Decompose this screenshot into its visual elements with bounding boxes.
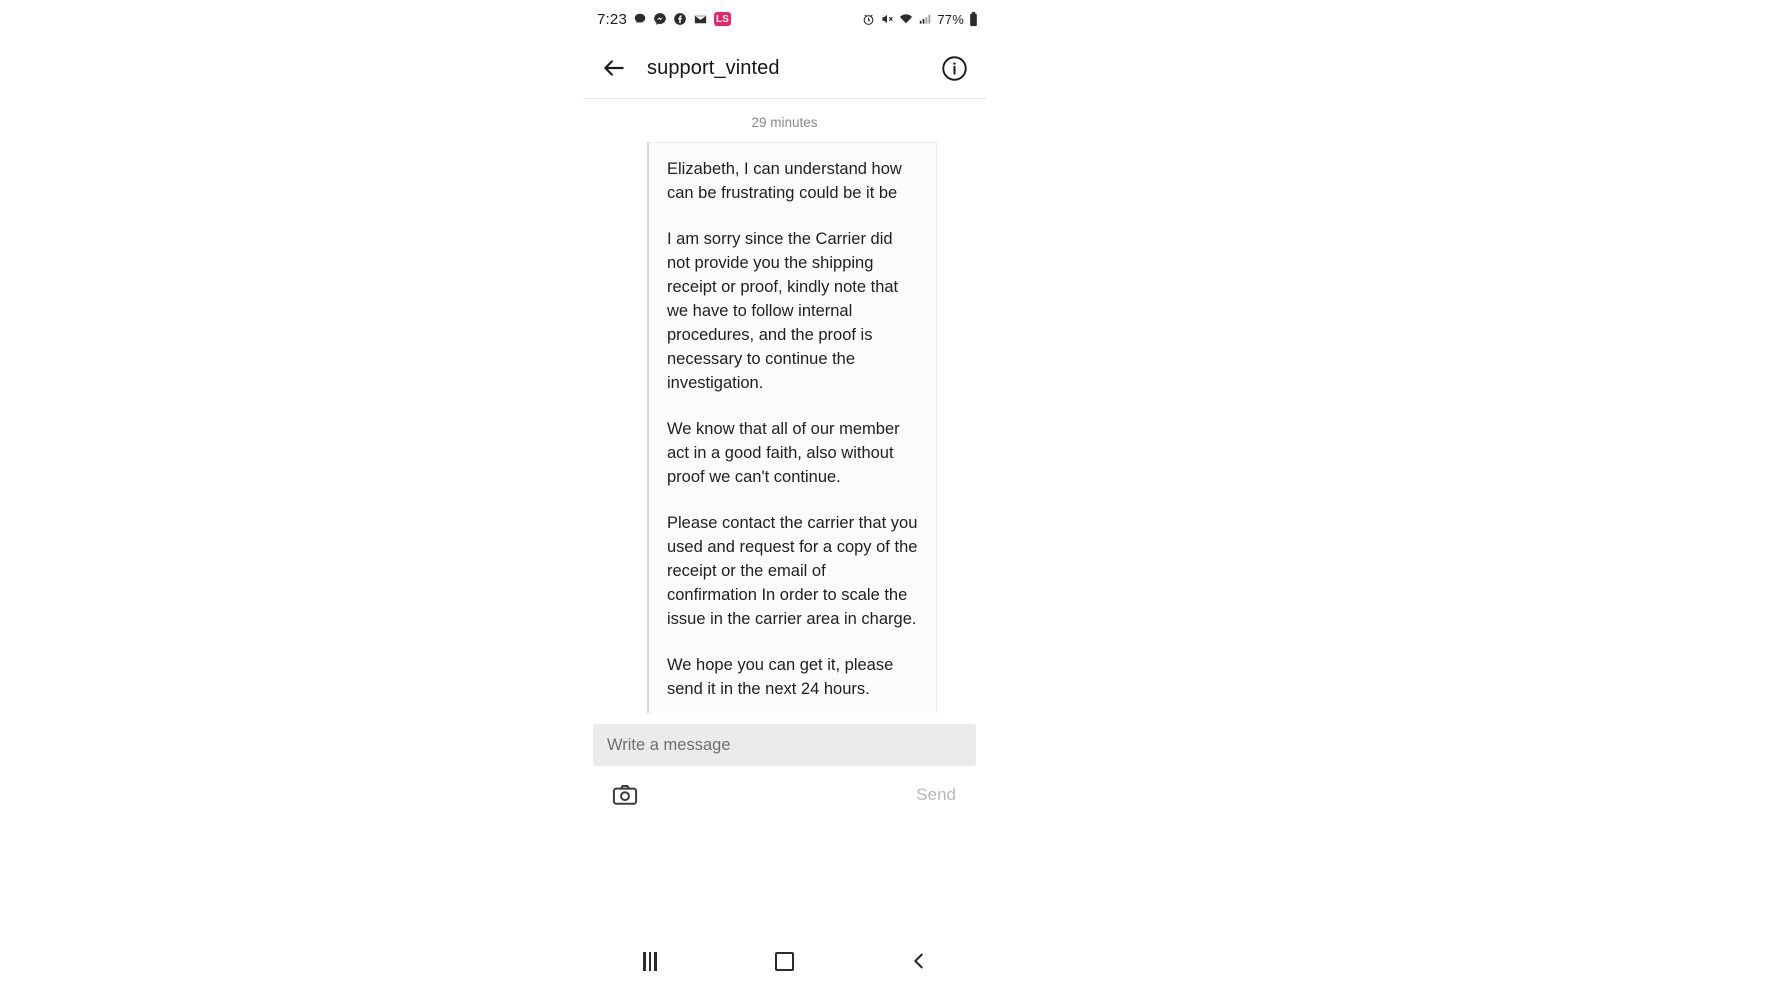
message-timestamp: 29 minutes bbox=[751, 115, 818, 130]
signal-icon bbox=[918, 12, 932, 26]
message-paragraph: We know that all of our member act in a good faith, also without proof we can't continue. bbox=[667, 420, 900, 486]
send-button[interactable]: Send bbox=[910, 784, 962, 806]
message-bubble-incoming[interactable] bbox=[647, 142, 937, 716]
message-paragraph: We hope you can get it, please send it in the next 24 hours. bbox=[667, 656, 894, 698]
battery-icon bbox=[969, 12, 978, 27]
message-paragraph: I am sorry since the Carrier did not provide you the shipping receipt or proof, kindly note that we have to follow internal procedures, and the proof is necessary to continue the investigation. bbox=[667, 230, 899, 392]
home-square-icon bbox=[775, 952, 794, 971]
messenger-icon bbox=[653, 12, 667, 26]
alarm-icon bbox=[862, 13, 875, 26]
facebook-icon bbox=[673, 12, 687, 26]
mute-icon bbox=[880, 12, 894, 26]
composer-actions bbox=[593, 766, 976, 824]
battery-percent-label: 77% bbox=[937, 11, 964, 27]
message-input[interactable] bbox=[593, 724, 976, 766]
status-bar bbox=[583, 0, 986, 38]
status-bar-left bbox=[597, 11, 731, 28]
phone-viewport bbox=[583, 0, 986, 1000]
recents-button[interactable] bbox=[620, 941, 680, 981]
chat-bubble-icon bbox=[633, 12, 647, 26]
back-button[interactable] bbox=[889, 941, 949, 981]
wifi-icon bbox=[899, 12, 913, 26]
conversation-header bbox=[583, 38, 986, 98]
chevron-left-icon bbox=[908, 950, 930, 972]
home-button[interactable] bbox=[754, 941, 814, 981]
message-composer bbox=[583, 713, 986, 824]
camera-icon[interactable] bbox=[611, 781, 639, 809]
page-title: support_vinted bbox=[647, 56, 780, 79]
message-paragraph: Please contact the carrier that you used and request for a copy of the receipt or the email of confirmation In order to scale the issue in the carrier area in charge. bbox=[667, 514, 918, 628]
message-list[interactable] bbox=[583, 99, 986, 716]
message-row bbox=[583, 142, 986, 716]
recents-icon bbox=[643, 952, 657, 971]
info-circle-icon[interactable] bbox=[941, 55, 968, 82]
android-nav-bar bbox=[583, 922, 986, 1000]
ls-app-badge: LS bbox=[716, 13, 729, 25]
email-icon bbox=[693, 12, 708, 27]
arrow-left-icon[interactable] bbox=[601, 55, 627, 81]
status-clock: 7:23 bbox=[597, 10, 627, 28]
status-bar-right bbox=[862, 12, 978, 27]
message-paragraph: Elizabeth, I can understand how can be frustrating could be it be bbox=[667, 160, 902, 202]
